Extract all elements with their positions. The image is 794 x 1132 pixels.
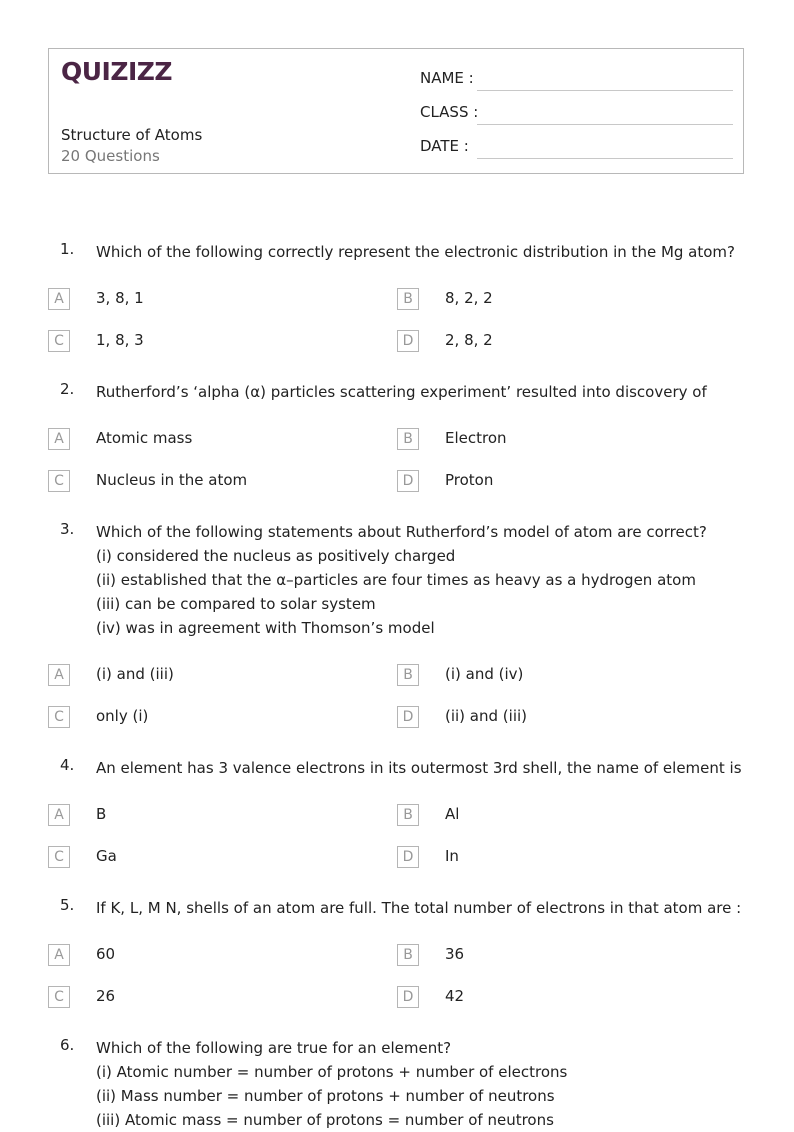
question-count: 20 Questions: [61, 147, 160, 165]
question-number: 3.: [60, 520, 75, 538]
question-number: 1.: [60, 240, 75, 258]
option-a[interactable]: [48, 428, 368, 452]
option-b[interactable]: [397, 804, 717, 828]
question-line: Which of the following correctly represent the electronic distribution in the Mg atom?: [96, 243, 736, 261]
question-line: (i) Atomic number = number of protons + number of electrons: [96, 1063, 568, 1081]
option-letter-box[interactable]: D: [397, 846, 419, 868]
name-field[interactable]: [420, 69, 733, 91]
option-c[interactable]: [48, 846, 368, 870]
option-b[interactable]: [397, 944, 717, 968]
option-letter-box[interactable]: A: [48, 428, 70, 450]
class-label: CLASS :: [420, 103, 479, 121]
name-label: NAME :: [420, 69, 474, 87]
option-letter-box[interactable]: D: [397, 470, 419, 492]
question-number: 5.: [60, 896, 75, 914]
option-b[interactable]: [397, 288, 717, 312]
option-letter-box[interactable]: C: [48, 986, 70, 1008]
option-text: 1, 8, 3: [96, 331, 144, 349]
option-text: 2, 8, 2: [445, 331, 493, 349]
option-text: Nucleus in the atom: [96, 471, 248, 489]
option-text: 26: [96, 987, 116, 1005]
option-a[interactable]: [48, 288, 368, 312]
option-b[interactable]: [397, 664, 717, 688]
class-field[interactable]: [420, 103, 733, 125]
option-d[interactable]: [397, 986, 717, 1010]
option-letter-box[interactable]: D: [397, 706, 419, 728]
option-letter-box[interactable]: C: [48, 846, 70, 868]
option-letter-box[interactable]: A: [48, 944, 70, 966]
option-letter-box[interactable]: C: [48, 330, 70, 352]
option-letter-box[interactable]: B: [397, 428, 419, 450]
option-text: 36: [445, 945, 465, 963]
option-text: Electron: [445, 429, 507, 447]
option-text: Atomic mass: [96, 429, 193, 447]
option-text: 42: [445, 987, 465, 1005]
option-text: Proton: [445, 471, 494, 489]
option-text: (i) and (iv): [445, 665, 524, 683]
question-line: Which of the following are true for an element?: [96, 1039, 452, 1057]
option-a[interactable]: [48, 804, 368, 828]
option-letter-box[interactable]: C: [48, 706, 70, 728]
date-line[interactable]: [477, 158, 733, 159]
option-letter-box[interactable]: A: [48, 288, 70, 310]
option-text: Ga: [96, 847, 117, 865]
question-number: 2.: [60, 380, 75, 398]
option-letter-box[interactable]: D: [397, 330, 419, 352]
quizizz-logo: QUIZIZZ: [61, 57, 173, 86]
worksheet-title: Structure of Atoms: [61, 126, 203, 144]
option-d[interactable]: [397, 330, 717, 354]
option-letter-box[interactable]: B: [397, 804, 419, 826]
option-d[interactable]: [397, 470, 717, 494]
option-a[interactable]: [48, 944, 368, 968]
date-label: DATE :: [420, 137, 469, 155]
option-text: 8, 2, 2: [445, 289, 493, 307]
option-text: (ii) and (iii): [445, 707, 528, 725]
option-d[interactable]: [397, 846, 717, 870]
option-text: only (i): [96, 707, 149, 725]
option-letter-box[interactable]: B: [397, 288, 419, 310]
question-line: (ii) established that the α–particles are four times as heavy as a hydrogen atom: [96, 571, 696, 589]
question-text: [96, 240, 746, 264]
question-text: [96, 380, 746, 404]
worksheet-header: [48, 48, 744, 174]
option-c[interactable]: [48, 470, 368, 494]
option-text: B: [96, 805, 107, 823]
option-letter-box[interactable]: A: [48, 804, 70, 826]
option-letter-box[interactable]: C: [48, 470, 70, 492]
question-line: (iii) Atomic mass = number of protons = number of neutrons: [96, 1111, 554, 1129]
name-line[interactable]: [477, 90, 733, 91]
question-text: [96, 896, 746, 920]
class-line[interactable]: [477, 124, 733, 125]
option-text: Al: [445, 805, 460, 823]
question-line: Rutherford’s ‘alpha (α) particles scattering experiment’ resulted into discovery of: [96, 383, 707, 401]
option-c[interactable]: [48, 986, 368, 1010]
option-letter-box[interactable]: A: [48, 664, 70, 686]
question-line: (iii) can be compared to solar system: [96, 595, 376, 613]
question-line: Which of the following statements about Rutherford’s model of atom are correct?: [96, 523, 707, 541]
question-line: (iv) was in agreement with Thomson’s model: [96, 619, 435, 637]
question-number: 6.: [60, 1036, 75, 1054]
option-d[interactable]: [397, 706, 717, 730]
date-field[interactable]: [420, 137, 733, 159]
question-text: [96, 520, 746, 640]
option-text: (i) and (iii): [96, 665, 174, 683]
option-letter-box[interactable]: B: [397, 664, 419, 686]
option-letter-box[interactable]: D: [397, 986, 419, 1008]
question-line: (i) considered the nucleus as positively charged: [96, 547, 456, 565]
question-number: 4.: [60, 756, 75, 774]
option-letter-box[interactable]: B: [397, 944, 419, 966]
question-text: [96, 1036, 746, 1132]
option-c[interactable]: [48, 330, 368, 354]
question-text: [96, 756, 746, 780]
option-text: In: [445, 847, 459, 865]
question-line: (ii) Mass number = number of protons + number of neutrons: [96, 1087, 555, 1105]
question-line: If K, L, M N, shells of an atom are full. The total number of electrons in that atom are :: [96, 899, 742, 917]
option-b[interactable]: [397, 428, 717, 452]
option-a[interactable]: [48, 664, 368, 688]
question-line: An element has 3 valence electrons in its outermost 3rd shell, the name of element is: [96, 759, 742, 777]
option-text: 3, 8, 1: [96, 289, 144, 307]
option-text: 60: [96, 945, 116, 963]
option-c[interactable]: [48, 706, 368, 730]
